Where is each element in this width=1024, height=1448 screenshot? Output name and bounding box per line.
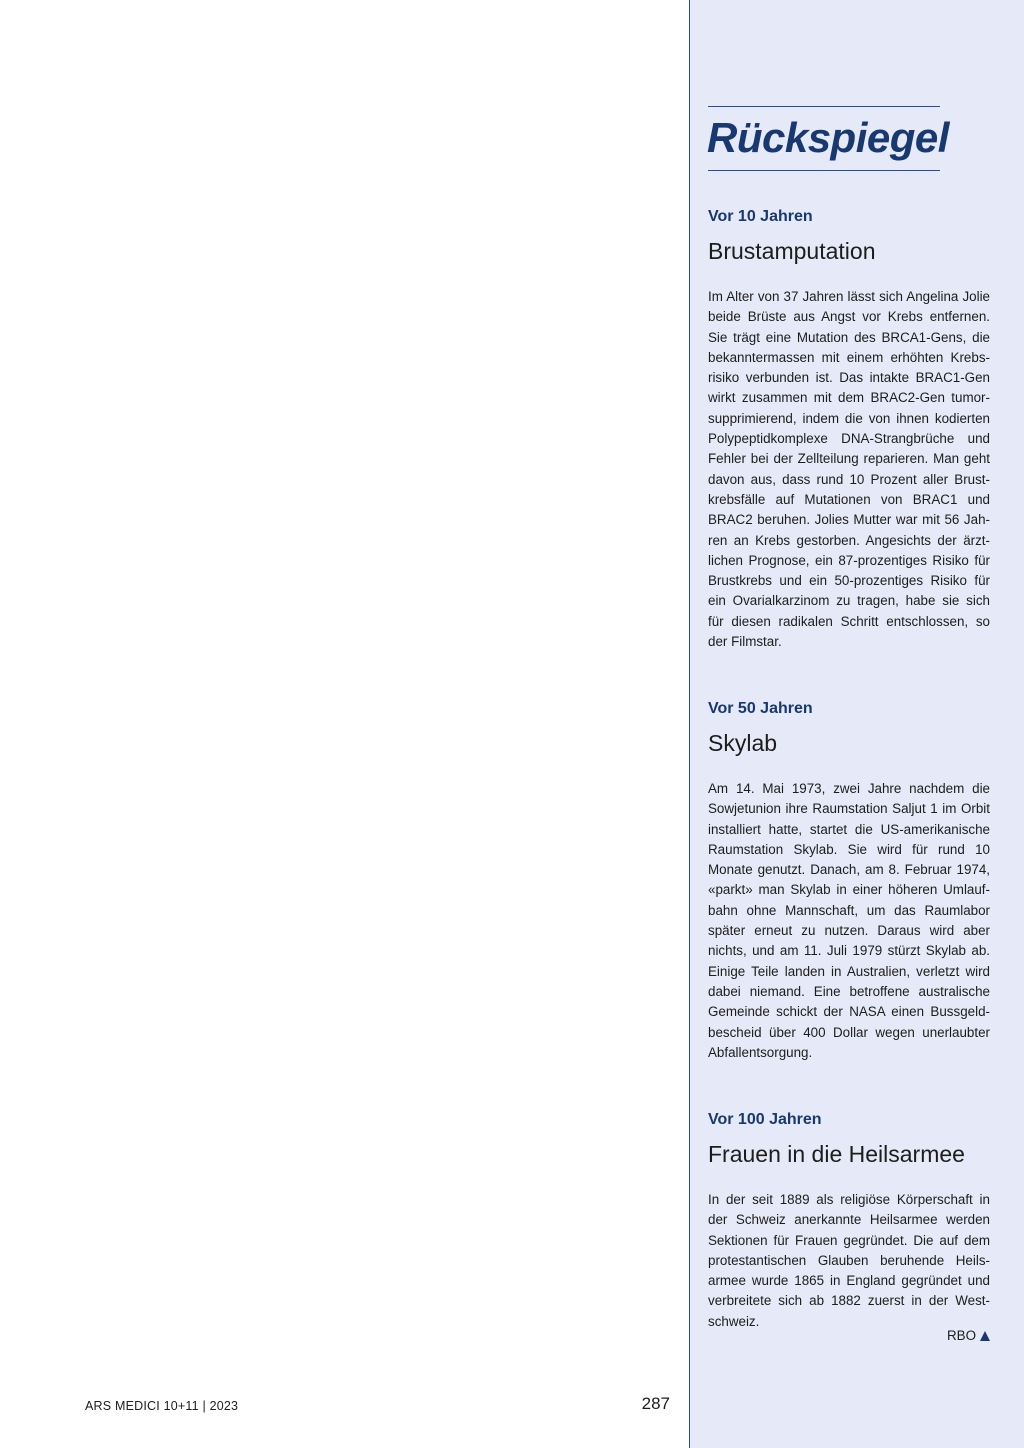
- article-100-years: [708, 1110, 990, 1332]
- article-body: Im Alter von 37 Jahren lässt sich Angelina Jolie beide Brüste aus Angst vor Krebs entfernen. Sie trägt eine Mutation des BRCA1-Gens, die bekanntermassen mit einem erhöhten Krebsrisiko verbunden ist. Das intakte BRAC1-Gen wirkt zusammen mit dem BRAC2-Gen tumorsupprimierend, indem die von ihnen kodierten Polypeptidkomplexe DNA-Strangbrüche und Fehler bei der Zellteilung reparieren. Man geht davon aus, dass rund 10 Prozent aller Brustkrebsfälle auf Mutationen von BRAC1 und BRAC2 beruhen. Jolies Mutter war mit 56 Jahren an Krebs gestorben. Angesichts der ärztlichen Prognose, ein 87-prozentiges Risiko für Brustkrebs und ein 50-prozentiges Risiko für ein Ovarialkarzinom zu tragen, habe sie sich für diesen radikalen Schritt entschlossen, so der Filmstar.: [708, 289, 990, 650]
- rueckspiegel-sidebar: [689, 0, 1024, 1448]
- journal-footer: ARS MEDICI 10+11 | 2023: [85, 1399, 239, 1413]
- title-rule-top: [708, 106, 940, 107]
- author-initials: RBO: [946, 1328, 976, 1343]
- triangle-up-icon: [980, 1331, 990, 1341]
- article-headline: Skylab: [708, 730, 778, 756]
- article-10-years: [708, 207, 990, 652]
- article-50-years: [708, 699, 990, 1063]
- title-rule-bottom: [708, 170, 940, 171]
- author-signature: [708, 1326, 990, 1346]
- article-kicker: Vor 50 Jahren: [708, 700, 813, 717]
- article-kicker: Vor 100 Jahren: [708, 1111, 822, 1128]
- sidebar-title: Rückspiegel: [707, 114, 949, 161]
- article-headline: Frauen in die Heilsarmee: [708, 1141, 965, 1167]
- article-headline: Brustamputation: [708, 238, 876, 264]
- article-body: In der seit 1889 als religiöse Körperschaft in der Schweiz anerkannte Heilsarmee werden Sektionen für Frauen gegründet. Die auf dem protestantischen Glauben beruhende Heilsarmee wurde 1865 in England gegründet und verbreitete sich ab 1882 zuerst in der Westschweiz.: [708, 1192, 990, 1329]
- article-kicker: Vor 10 Jahren: [708, 208, 813, 225]
- article-body: Am 14. Mai 1973, zwei Jahre nachdem die Sowjetunion ihre Raumstation Saljut 1 im Orbit installiert hatte, startet die US-amerikanische Raumstation Skylab. Sie wird für rund 10 Monate genutzt. Danach, am 8. Februar 1974, «parkt» man Skylab in einer höheren Umlaufbahn ohne Mannschaft, um das Raumlabor später erneut zu nutzen. Daraus wird aber nichts, und am 11. Juli 1979 stürzt Skylab ab. Einige Teile landen in Australien, verletzt wird dabei niemand. Eine betroffene australische Gemeinde schickt der NASA einen Bussgeldbescheid über 400 Dollar wegen unerlaubter Abfallentsorgung.: [708, 781, 990, 1060]
- page-number: 287: [641, 1394, 670, 1413]
